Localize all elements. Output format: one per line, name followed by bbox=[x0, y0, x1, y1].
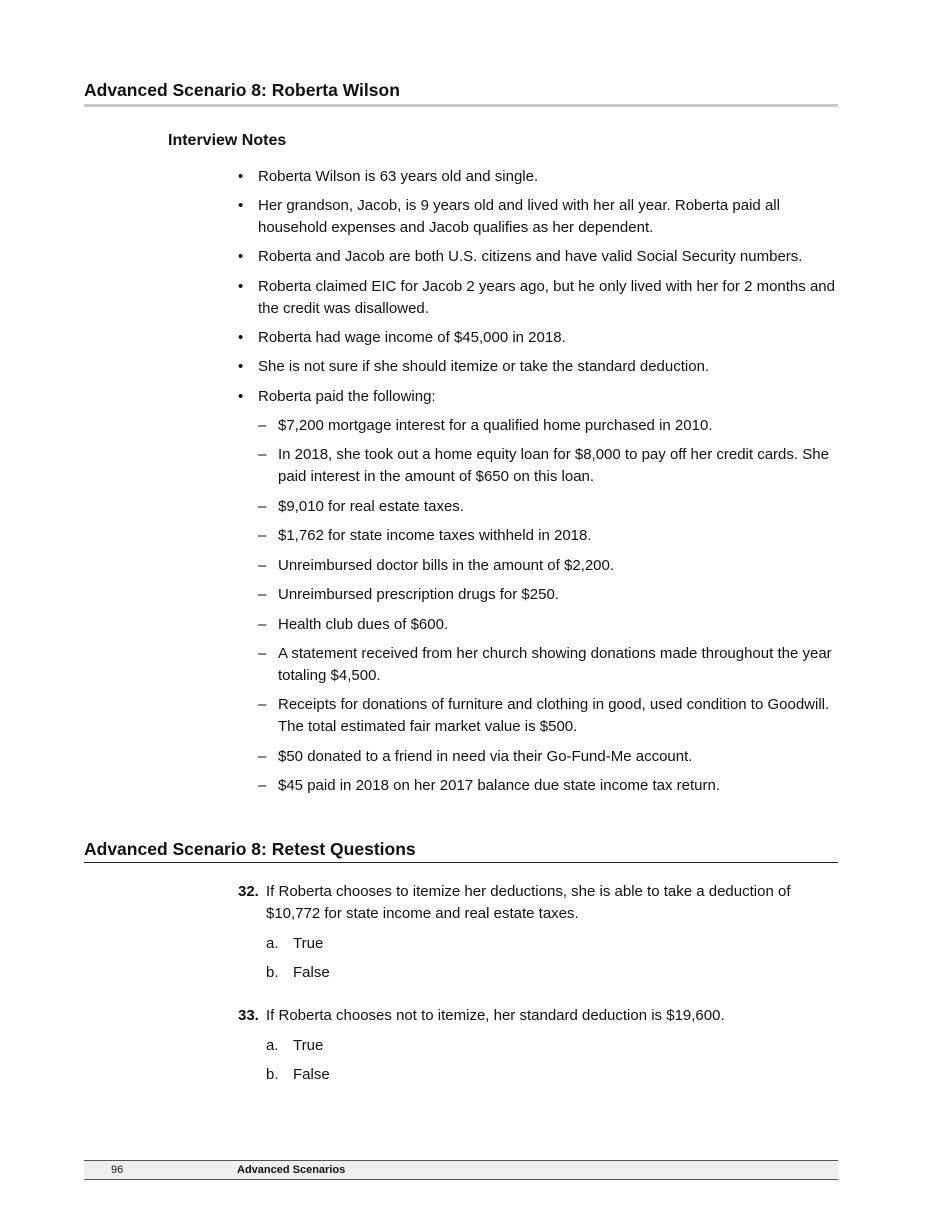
sub-item-text: Unreimbursed doctor bills in the amount of $2,200. bbox=[278, 557, 615, 574]
sub-item-text: $1,762 for state income taxes withheld in 2018. bbox=[278, 527, 592, 544]
dash-marker: – bbox=[258, 557, 267, 574]
bullet-marker: • bbox=[238, 388, 244, 405]
question-number: 33. bbox=[238, 1007, 259, 1024]
option-text: False bbox=[293, 1066, 330, 1083]
dash-marker: – bbox=[258, 417, 267, 434]
page-footer bbox=[84, 1160, 838, 1180]
sub-item-text: Unreimbursed prescription drugs for $250. bbox=[278, 586, 559, 603]
option-letter: b. bbox=[266, 964, 279, 981]
dash-marker: – bbox=[258, 586, 267, 603]
sub-item-text: $45 paid in 2018 on her 2017 balance due state income tax return. bbox=[278, 777, 720, 794]
dash-marker: – bbox=[258, 645, 267, 662]
bullet-text: Roberta and Jacob are both U.S. citizens and have valid Social Security numbers. bbox=[258, 248, 803, 265]
footer-section-name: Advanced Scenarios bbox=[237, 1164, 346, 1176]
page-number: 96 bbox=[111, 1164, 124, 1176]
sub-item-text: In 2018, she took out a home equity loan for $8,000 to pay off her credit cards. She paid interest in the amount of $650 on this loan. bbox=[278, 446, 829, 485]
bullet-marker: • bbox=[238, 168, 244, 185]
section-title: Advanced Scenario 8: Roberta Wilson bbox=[84, 80, 400, 100]
bullet-marker: • bbox=[238, 197, 244, 214]
question-text: If Roberta chooses to itemize her deductions, she is able to take a deduction of $10,772 for state income and real estate taxes. bbox=[266, 883, 791, 922]
dash-marker: – bbox=[258, 616, 267, 633]
option-letter: a. bbox=[266, 1037, 279, 1054]
sub-item-text: A statement received from her church showing donations made throughout the year totaling $4,500. bbox=[278, 645, 832, 684]
question-text: If Roberta chooses not to itemize, her standard deduction is $19,600. bbox=[266, 1007, 725, 1024]
bullet-marker: • bbox=[238, 248, 244, 265]
sub-item-text: Health club dues of $600. bbox=[278, 616, 449, 633]
option-letter: b. bbox=[266, 1066, 279, 1083]
bullet-text: Her grandson, Jacob, is 9 years old and lived with her all year. Roberta paid all household expenses and Jacob qualifies as her dependent. bbox=[258, 197, 780, 236]
bullet-marker: • bbox=[238, 329, 244, 346]
question-number: 32. bbox=[238, 883, 259, 900]
option-text: False bbox=[293, 964, 330, 981]
dash-marker: – bbox=[258, 498, 267, 515]
dash-marker: – bbox=[258, 748, 267, 765]
dash-marker: – bbox=[258, 446, 267, 463]
bullet-marker: • bbox=[238, 358, 244, 375]
bullet-text: Roberta claimed EIC for Jacob 2 years ago, but he only lived with her for 2 months and the credit was disallowed. bbox=[258, 278, 835, 317]
retest-section-divider bbox=[84, 862, 838, 863]
sub-item-text: $7,200 mortgage interest for a qualified home purchased in 2010. bbox=[278, 417, 713, 434]
dash-marker: – bbox=[258, 696, 267, 713]
dash-marker: – bbox=[258, 777, 267, 794]
bullet-marker: • bbox=[238, 278, 244, 295]
option-text: True bbox=[293, 1037, 324, 1054]
retest-section-title: Advanced Scenario 8: Retest Questions bbox=[84, 839, 416, 859]
sub-item-text: $9,010 for real estate taxes. bbox=[278, 498, 464, 515]
sub-item-text: $50 donated to a friend in need via their Go-Fund-Me account. bbox=[278, 748, 693, 765]
bullet-text: Roberta paid the following: bbox=[258, 388, 436, 405]
option-text: True bbox=[293, 935, 324, 952]
dash-marker: – bbox=[258, 527, 267, 544]
sub-item-text: Receipts for donations of furniture and clothing in good, used condition to Goodwill. The total estimated fair market value is $500. bbox=[278, 696, 830, 735]
option-letter: a. bbox=[266, 935, 279, 952]
bullet-text: Roberta had wage income of $45,000 in 2018. bbox=[258, 329, 566, 346]
interview-notes-heading: Interview Notes bbox=[168, 132, 287, 149]
bullet-text: She is not sure if she should itemize or take the standard deduction. bbox=[258, 358, 710, 375]
section-divider bbox=[84, 104, 838, 107]
bullet-text: Roberta Wilson is 63 years old and single. bbox=[258, 168, 539, 185]
